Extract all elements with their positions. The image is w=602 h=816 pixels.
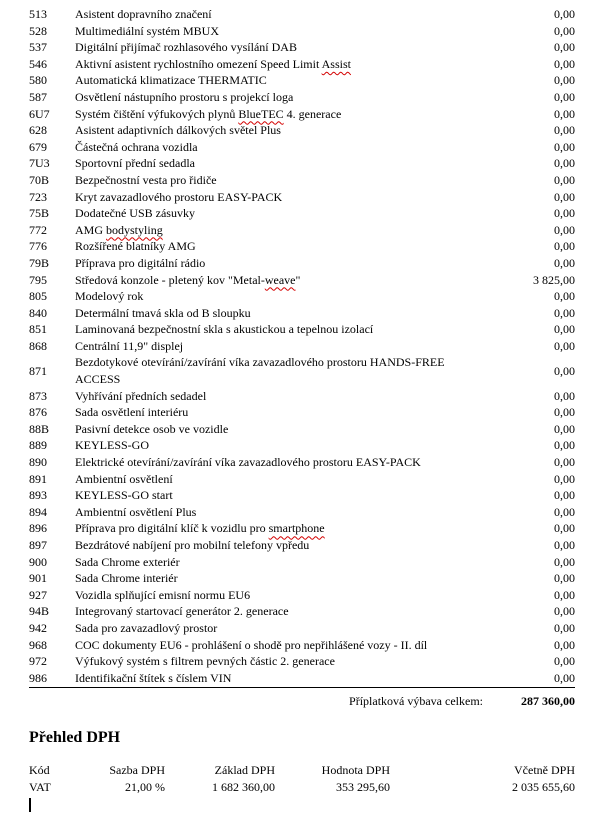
option-price: 0,00 — [554, 455, 575, 470]
option-row — [29, 454, 575, 471]
option-code: 513 — [29, 7, 47, 21]
option-code: 7U3 — [29, 156, 50, 171]
option-code: 546 — [29, 56, 47, 71]
option-price: 0,00 — [554, 637, 575, 652]
option-price: 0,00 — [554, 123, 575, 138]
option-price: 0,00 — [554, 255, 575, 270]
options-rows — [29, 6, 575, 686]
option-code: 537 — [29, 40, 47, 55]
option-price: 0,00 — [554, 289, 575, 304]
option-price: 0,00 — [554, 421, 575, 436]
option-description: Automatická klimatizace THERMATIC — [75, 73, 267, 88]
text-cursor — [29, 798, 31, 812]
option-price: 0,00 — [554, 338, 575, 353]
vat-header-rate: Sazba DPH — [109, 762, 165, 777]
option-code: 873 — [29, 388, 47, 403]
option-price: 0,00 — [554, 322, 575, 337]
vat-section-heading: Přehled DPH — [29, 728, 121, 746]
option-row — [29, 554, 575, 571]
vat-base: 1 682 360,00 — [212, 779, 275, 794]
option-description: KEYLESS-GO start — [75, 488, 173, 503]
option-row — [29, 106, 575, 123]
option-description: Determální tmavá skla od B sloupku — [75, 305, 251, 320]
option-description: Dodatečné USB zásuvky — [75, 206, 195, 221]
option-price: 0,00 — [554, 571, 575, 586]
option-code: 972 — [29, 654, 47, 669]
option-description: Pasivní detekce osob ve vozidle — [75, 421, 229, 436]
option-description: Multimediální systém MBUX — [75, 23, 219, 38]
option-price: 0,00 — [554, 670, 575, 685]
option-description: Osvětlení nástupního prostoru s projekcí loga — [75, 89, 294, 104]
option-description: Bezpečnostní vesta pro řidiče — [75, 172, 217, 187]
vat-header-base: Základ DPH — [214, 762, 275, 777]
option-code: 587 — [29, 89, 47, 104]
option-code: 79B — [29, 255, 50, 270]
option-description: Sada Chrome exteriér — [75, 554, 180, 569]
option-code: 891 — [29, 471, 47, 486]
total-label: Příplatková výbava celkem: — [349, 694, 483, 709]
option-price: 0,00 — [554, 388, 575, 403]
option-code: 894 — [29, 504, 47, 519]
option-description: Centrální 11,9" displej — [75, 338, 184, 353]
option-code: 986 — [29, 670, 47, 685]
option-description: Aktivní asistent rychlostního omezení Speed Limit Assist — [75, 56, 351, 71]
option-row — [29, 437, 575, 454]
option-row — [29, 6, 575, 23]
option-code: 580 — [29, 73, 47, 88]
option-description: Asistent adaptivních dálkových světel Plus — [75, 123, 281, 138]
option-description: Sada osvětlení interiéru — [75, 405, 189, 420]
option-row — [29, 222, 575, 239]
option-code: 942 — [29, 620, 47, 635]
option-price: 0,00 — [554, 73, 575, 88]
option-row — [29, 520, 575, 537]
option-description: Laminovaná bezpečnostní skla s akustickou a tepelnou izolací — [75, 322, 374, 337]
option-description: Elektrické otevírání/zavírání víka zavazadlového prostoru EASY-PACK — [75, 455, 421, 470]
option-description: Sada pro zavazadlový prostor — [75, 620, 218, 635]
option-price: 0,00 — [554, 305, 575, 320]
option-row — [29, 72, 575, 89]
option-description: Vozidla splňující emisní normu EU6 — [75, 587, 251, 602]
option-row — [29, 255, 575, 272]
option-price: 0,00 — [554, 438, 575, 453]
option-description: Ambientní osvětlení — [75, 471, 173, 486]
option-code: 893 — [29, 488, 47, 503]
option-code: 901 — [29, 571, 47, 586]
option-row — [29, 421, 575, 438]
option-row — [29, 122, 575, 139]
option-description: Částečná ochrana vozidla — [75, 139, 198, 154]
option-price: 0,00 — [554, 206, 575, 221]
option-row — [29, 537, 575, 554]
option-price: 0,00 — [554, 604, 575, 619]
option-row — [29, 189, 575, 206]
option-price: 0,00 — [554, 587, 575, 602]
vat-header-code: Kód — [29, 762, 50, 777]
option-price: 0,00 — [554, 554, 575, 569]
option-code: 75B — [29, 206, 50, 221]
option-row — [29, 321, 575, 338]
vat-incl: 2 035 655,60 — [512, 779, 575, 794]
vat-value-row — [29, 779, 575, 796]
option-description: Bezdrátové nabíjení pro mobilní telefony vpředu — [75, 538, 310, 552]
option-description: Identifikační štítek s číslem VIN — [75, 670, 232, 685]
option-row — [29, 172, 575, 189]
options-total-row — [29, 688, 575, 710]
misspelled-word: weave — [264, 272, 296, 287]
option-description: Vyhřívání předních sedadel — [75, 388, 207, 403]
option-description: Rozšířené blatníky AMG — [75, 239, 196, 254]
option-code: 890 — [29, 455, 47, 470]
option-price: 0,00 — [554, 471, 575, 486]
option-row — [29, 620, 575, 637]
option-row — [29, 56, 575, 73]
option-description: Příprava pro digitální klíč k vozidlu pro smartphone — [75, 521, 325, 536]
option-price: 0,00 — [554, 189, 575, 204]
option-price: 0,00 — [554, 521, 575, 536]
option-row — [29, 388, 575, 405]
option-description: Integrovaný startovací generátor 2. generace — [75, 604, 289, 619]
options-table — [29, 6, 575, 710]
option-description: KEYLESS-GO — [75, 438, 149, 453]
option-price: 3 825,00 — [533, 272, 575, 287]
option-row — [29, 637, 575, 654]
option-row — [29, 504, 575, 521]
option-code: 805 — [29, 289, 47, 304]
option-code: 528 — [29, 23, 47, 38]
option-code: 900 — [29, 554, 47, 569]
option-price: 0,00 — [554, 23, 575, 38]
option-row — [29, 653, 575, 670]
option-row — [29, 39, 575, 56]
option-code: 889 — [29, 438, 47, 453]
vat-code: VAT — [29, 779, 51, 794]
option-code: 876 — [29, 405, 47, 420]
option-row — [29, 487, 575, 504]
option-price: 0,00 — [554, 405, 575, 420]
vat-rate: 21,00 % — [125, 779, 165, 794]
option-description: AMG bodystyling — [75, 222, 163, 237]
option-row — [29, 89, 575, 106]
option-code: 897 — [29, 538, 47, 552]
option-description: Ambientní osvětlení Plus — [75, 504, 197, 519]
option-description: Asistent dopravního značení — [75, 7, 212, 21]
option-row — [29, 603, 575, 620]
option-price: 0,00 — [554, 504, 575, 519]
option-code: 628 — [29, 123, 47, 138]
option-row — [29, 23, 575, 40]
option-description: Výfukový systém s filtrem pevných částic 2. generace — [75, 654, 335, 669]
option-code: 851 — [29, 322, 47, 337]
option-price: 0,00 — [554, 222, 575, 237]
total-value: 287 360,00 — [521, 694, 575, 709]
option-code: 679 — [29, 139, 47, 154]
option-code: 927 — [29, 587, 47, 602]
option-price: 0,00 — [554, 89, 575, 104]
misspelled-word: smartphone — [268, 521, 325, 536]
option-code: 94B — [29, 604, 50, 619]
option-description: Systém čištění výfukových plynů BlueTEC 4. generace — [75, 106, 342, 121]
option-code: 776 — [29, 239, 47, 254]
option-row — [29, 272, 575, 289]
option-row — [29, 570, 575, 587]
vat-header-value: Hodnota DPH — [321, 762, 390, 777]
option-row — [29, 471, 575, 488]
option-row — [29, 288, 575, 305]
option-code: 772 — [29, 222, 47, 237]
option-code: 723 — [29, 189, 47, 204]
option-price: 0,00 — [554, 620, 575, 635]
option-price: 0,00 — [554, 139, 575, 154]
option-price: 0,00 — [554, 538, 575, 552]
option-code: 840 — [29, 305, 47, 320]
option-price: 0,00 — [554, 40, 575, 55]
option-code: 871 — [29, 363, 47, 378]
option-row — [29, 354, 575, 387]
option-row — [29, 238, 575, 255]
option-price: 0,00 — [554, 488, 575, 503]
option-row — [29, 587, 575, 604]
option-description: Sada Chrome interiér — [75, 571, 178, 586]
option-description: Digitální přijímač rozhlasového vysílání DAB — [75, 40, 297, 55]
option-price: 0,00 — [554, 156, 575, 171]
option-code: 968 — [29, 637, 47, 652]
option-row — [29, 338, 575, 355]
option-row — [29, 205, 575, 222]
option-code: 795 — [29, 272, 47, 287]
option-description: Středová konzole - pletený kov "Metal-weave" — [75, 272, 301, 287]
option-price: 0,00 — [554, 106, 575, 121]
misspelled-word: bodystyling — [106, 222, 163, 237]
option-description: Sportovní přední sedadla — [75, 156, 195, 171]
option-code: 896 — [29, 521, 47, 536]
option-row — [29, 155, 575, 172]
vat-value: 353 295,60 — [336, 779, 390, 794]
vat-table — [29, 762, 575, 796]
option-description: Kryt zavazadlového prostoru EASY-PACK — [75, 189, 283, 204]
option-row — [29, 305, 575, 322]
option-code: 6U7 — [29, 106, 50, 121]
option-price: 0,00 — [554, 363, 575, 378]
option-description: Modelový rok — [75, 289, 144, 304]
misspelled-word: BlueTEC — [238, 106, 284, 121]
vat-header-incl: Včetně DPH — [514, 762, 575, 777]
option-description: Příprava pro digitální rádio — [75, 255, 206, 270]
option-row — [29, 139, 575, 156]
option-row — [29, 670, 575, 687]
option-price: 0,00 — [554, 56, 575, 71]
option-row — [29, 404, 575, 421]
option-price: 0,00 — [554, 239, 575, 254]
option-description: Bezdotykové otevírání/zavírání víka zavazadlového prostoru HANDS-FREE ACCESS — [75, 355, 445, 387]
option-description: COC dokumenty EU6 - prohlášení o shodě pro nepřihlášené vozy - II. díl — [75, 637, 428, 652]
option-code: 70B — [29, 172, 50, 187]
misspelled-word: Assist — [321, 56, 351, 71]
option-code: 868 — [29, 338, 47, 353]
option-price: 0,00 — [554, 654, 575, 669]
option-code: 88B — [29, 421, 50, 436]
option-price: 0,00 — [554, 172, 575, 187]
vat-header-row — [29, 762, 575, 779]
option-price: 0,00 — [554, 7, 575, 21]
